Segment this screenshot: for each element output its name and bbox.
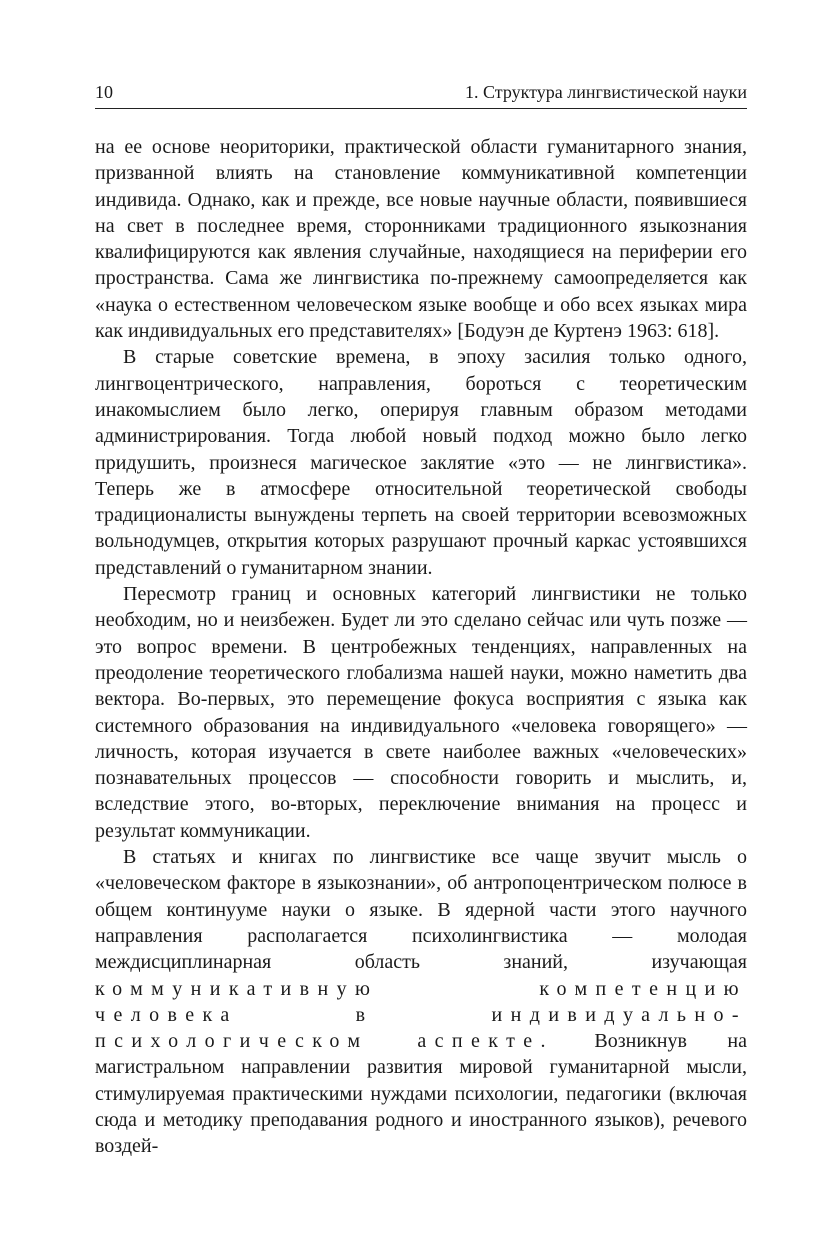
paragraph: В старые советские времена, в эпоху засилия только одного, лингвоцентрического, направления, бороться с теоретическим инакомыслием было легко, оперируя главным образом методами администрирования. Тогда любой новый подход можно было легко придушить, произнеся магическое заклятие «это — не лингвистика». Теперь же в атмосфере относительной теоретической свободы традиционалисты вынуждены терпеть на своей территории всевозможных вольнодумцев, открытия которых разрушают прочный каркас устоявшихся представлений о гуманитарном знании.	[95, 346, 747, 579]
paragraph-continued: на ее основе неориторики, практической области гуманитарного знания, призванной влиять на становление коммуникативной компетенции индивида. Однако, как и прежде, все новые научные области, появившиеся на свет в последнее время, сторонниками традиционного языкознания квалифицируются как явления случайные, находящиеся на периферии его пространства. Сама же лингвистика по-прежнему самоопределяется как «наука о естественном человеческом языке вообще и обо всех языках мира как индивидуальных его представителях» [Бодуэн де Куртенэ 1963: 618].	[95, 136, 747, 343]
chapter-title: 1. Структура лингвистической науки	[464, 82, 747, 102]
book-page	[95, 80, 747, 1160]
paragraph-text: В статьях и книгах по лингвистике все чаще звучит мысль о «человеческом факторе в языкознании», об антропоцентрическом полюсе в общем континууме науки о языке. В ядерной части этого научного направления располагается психолингвистика — молодая междисциплинарная область знаний, изучающая	[95, 846, 747, 974]
page-number: 10	[95, 82, 113, 102]
paragraph: Пересмотр границ и основных категорий лингвистики не только необходим, но и неизбежен. Будет ли это сделано сейчас или чуть позже — это вопрос времени. В центробежных тенденциях, направленных на преодоление теоретического глобализма нашей науки, можно наметить два вектора. Во-первых, это перемещение фокуса восприятия с языка как системного образования на индивидуального «человека говорящего» — личность, которая изучается в свете наиболее важных «человеческих» познавательных процессов — способности говорить и мыслить, и, вследствие этого, во-вторых, переключение внимания на процесс и результат коммуникации.	[95, 583, 747, 842]
running-head	[95, 80, 747, 109]
paragraph	[95, 844, 747, 1160]
paragraph-text: Возникнув на магистральном направлении развития мировой гуманитарной мысли, стимулируемая практическими нуждами психологии, педагогики (включая сюда и методику преподавания родного и иностранного языков), речевого воздей-	[95, 1030, 748, 1158]
body-text	[95, 134, 747, 1160]
spaced-emphasis: коммуникативную компетенцию человека в индивидуально-психологическом аспекте.	[95, 977, 747, 1053]
